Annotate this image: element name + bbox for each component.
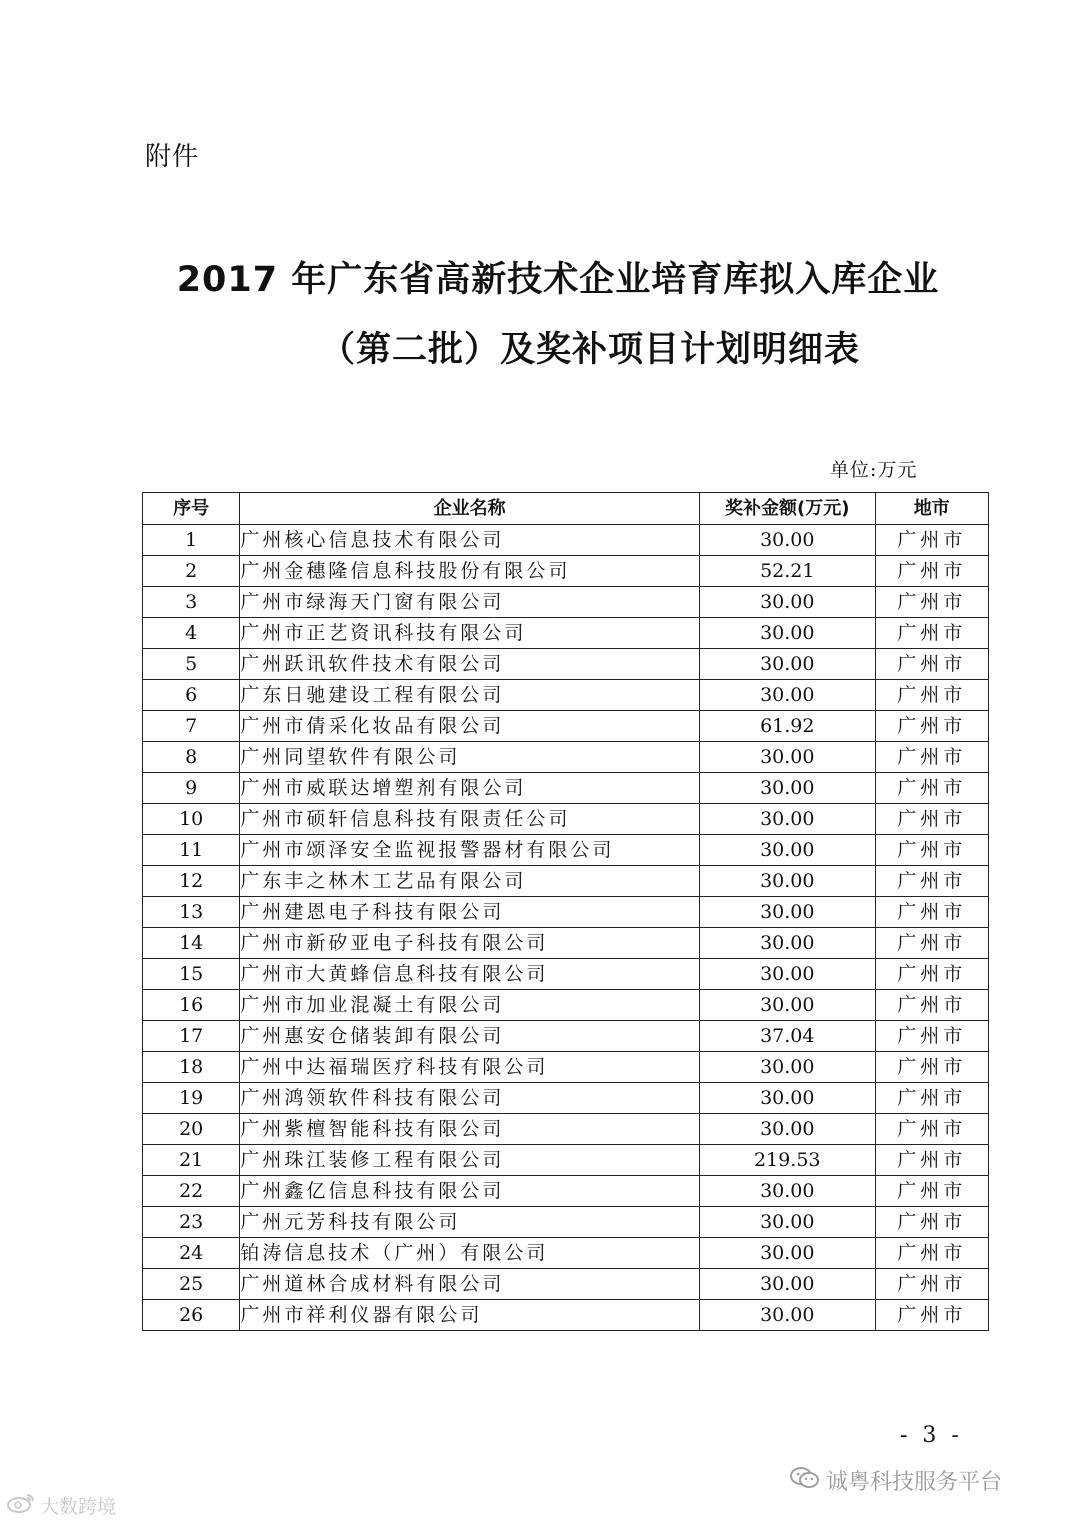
weibo-icon [6,1492,36,1519]
company-name: 广州道林合成材料有限公司 [240,1269,700,1300]
subsidy-amount: 61.92 [699,711,875,742]
row-index: 1 [143,525,240,556]
company-name: 广州珠江装修工程有限公司 [240,1145,700,1176]
subsidy-amount: 30.00 [699,1269,875,1300]
city: 广州市 [875,525,988,556]
company-name: 广州市正艺资讯科技有限公司 [240,618,700,649]
row-index: 15 [143,959,240,990]
row-index: 22 [143,1176,240,1207]
row-index: 14 [143,928,240,959]
document-title-line2: （第二批）及奖补项目计划明细表 [319,330,860,370]
row-index: 2 [143,556,240,587]
city: 广州市 [875,711,988,742]
table-row [143,1083,989,1114]
row-index: 24 [143,1238,240,1269]
company-name: 广州市硕轩信息科技有限责任公司 [240,804,700,835]
row-index: 12 [143,866,240,897]
document-title-line1: 2017 年广东省高新技术企业培育库拟入库企业 [176,260,940,300]
table-row [143,680,989,711]
city: 广州市 [875,618,988,649]
company-name: 广州市新矽亚电子科技有限公司 [240,928,700,959]
subsidy-amount: 30.00 [699,773,875,804]
company-name: 广州建恩电子科技有限公司 [240,897,700,928]
table-row [143,928,989,959]
city: 广州市 [875,556,988,587]
city: 广州市 [875,1176,988,1207]
company-name: 广州跃讯软件技术有限公司 [240,649,700,680]
subsidy-amount: 30.00 [699,1052,875,1083]
city: 广州市 [875,1021,988,1052]
row-index: 26 [143,1300,240,1331]
company-name: 广州市加业混凝土有限公司 [240,990,700,1021]
subsidy-amount: 30.00 [699,897,875,928]
city: 广州市 [875,1114,988,1145]
row-index: 25 [143,1269,240,1300]
company-name: 广州市大黄蜂信息科技有限公司 [240,959,700,990]
table-row [143,1145,989,1176]
header-index: 序号 [143,493,240,525]
attachment-label: 附件 [145,142,200,172]
table-row [143,1238,989,1269]
company-name: 广州市绿海天门窗有限公司 [240,587,700,618]
city: 广州市 [875,649,988,680]
company-name: 广州金穗隆信息科技股份有限公司 [240,556,700,587]
table-body [143,525,989,1331]
city: 广州市 [875,959,988,990]
table-row [143,897,989,928]
subsidy-amount: 30.00 [699,742,875,773]
subsidy-amount: 30.00 [699,525,875,556]
city: 广州市 [875,1269,988,1300]
city: 广州市 [875,1300,988,1331]
city: 广州市 [875,1052,988,1083]
company-name: 广州中达福瑞医疗科技有限公司 [240,1052,700,1083]
subsidy-amount: 30.00 [699,1176,875,1207]
row-index: 19 [143,1083,240,1114]
row-index: 21 [143,1145,240,1176]
company-name: 广州惠安仓储装卸有限公司 [240,1021,700,1052]
company-name: 广州市颂泽安全监视报警器材有限公司 [240,835,700,866]
row-index: 6 [143,680,240,711]
city: 广州市 [875,680,988,711]
enterprise-table [142,492,989,1331]
page-number: - 3 - [900,1423,963,1448]
subsidy-amount: 30.00 [699,959,875,990]
company-name: 广州鸿领软件科技有限公司 [240,1083,700,1114]
subsidy-amount: 30.00 [699,928,875,959]
table-row [143,649,989,680]
row-index: 3 [143,587,240,618]
table-row [143,866,989,897]
subsidy-amount: 30.00 [699,1114,875,1145]
city: 广州市 [875,804,988,835]
row-index: 23 [143,1207,240,1238]
table-row [143,804,989,835]
city: 广州市 [875,835,988,866]
city: 广州市 [875,897,988,928]
table-row [143,1207,989,1238]
company-name: 铂涛信息技术（广州）有限公司 [240,1238,700,1269]
subsidy-amount: 30.00 [699,990,875,1021]
table-row [143,1176,989,1207]
company-name: 广州元芳科技有限公司 [240,1207,700,1238]
subsidy-amount: 30.00 [699,1083,875,1114]
wechat-icon [790,1466,820,1496]
table-row [143,1114,989,1145]
row-index: 8 [143,742,240,773]
subsidy-amount: 30.00 [699,835,875,866]
company-name: 广州鑫亿信息科技有限公司 [240,1176,700,1207]
row-index: 20 [143,1114,240,1145]
subsidy-amount: 30.00 [699,1238,875,1269]
table-row [143,990,989,1021]
table-row [143,835,989,866]
row-index: 17 [143,1021,240,1052]
city: 广州市 [875,742,988,773]
row-index: 18 [143,1052,240,1083]
company-name: 广东日驰建设工程有限公司 [240,680,700,711]
watermark-platform [790,1465,1002,1496]
subsidy-amount: 30.00 [699,649,875,680]
row-index: 13 [143,897,240,928]
watermark-source [6,1492,116,1519]
city: 广州市 [875,773,988,804]
table-row [143,587,989,618]
company-name: 广州市威联达增塑剂有限公司 [240,773,700,804]
subsidy-amount: 30.00 [699,866,875,897]
watermark-source-text: 大数跨境 [40,1496,117,1518]
subsidy-amount: 30.00 [699,804,875,835]
table-row [143,711,989,742]
subsidy-amount: 30.00 [699,587,875,618]
company-name: 广州市倩采化妆品有限公司 [240,711,700,742]
subsidy-amount: 30.00 [699,1207,875,1238]
city: 广州市 [875,1145,988,1176]
row-index: 10 [143,804,240,835]
subsidy-amount: 30.00 [699,680,875,711]
row-index: 7 [143,711,240,742]
table-row [143,1269,989,1300]
company-name: 广州核心信息技术有限公司 [240,525,700,556]
row-index: 11 [143,835,240,866]
table-row [143,1300,989,1331]
watermark-platform-text: 诚粤科技服务平台 [826,1470,1003,1495]
subsidy-amount: 219.53 [699,1145,875,1176]
table-row [143,618,989,649]
header-company-name: 企业名称 [240,493,700,525]
subsidy-amount: 37.04 [699,1021,875,1052]
table-row [143,556,989,587]
row-index: 5 [143,649,240,680]
company-name: 广州市祥利仪器有限公司 [240,1300,700,1331]
subsidy-amount: 30.00 [699,618,875,649]
company-name: 广州紫檀智能科技有限公司 [240,1114,700,1145]
city: 广州市 [875,866,988,897]
city: 广州市 [875,1238,988,1269]
row-index: 9 [143,773,240,804]
table-row [143,525,989,556]
city: 广州市 [875,1207,988,1238]
row-index: 16 [143,990,240,1021]
subsidy-amount: 30.00 [699,1300,875,1331]
city: 广州市 [875,928,988,959]
unit-label: 单位:万元 [830,459,918,481]
company-name: 广州同望软件有限公司 [240,742,700,773]
city: 广州市 [875,587,988,618]
table-header-row [143,493,989,525]
table-row [143,1052,989,1083]
header-city: 地市 [875,493,988,525]
header-subsidy-amount: 奖补金额(万元) [699,493,875,525]
table-row [143,959,989,990]
city: 广州市 [875,1083,988,1114]
table-row [143,742,989,773]
company-name: 广东丰之林木工艺品有限公司 [240,866,700,897]
table-row [143,773,989,804]
subsidy-amount: 52.21 [699,556,875,587]
table-row [143,1021,989,1052]
row-index: 4 [143,618,240,649]
city: 广州市 [875,990,988,1021]
